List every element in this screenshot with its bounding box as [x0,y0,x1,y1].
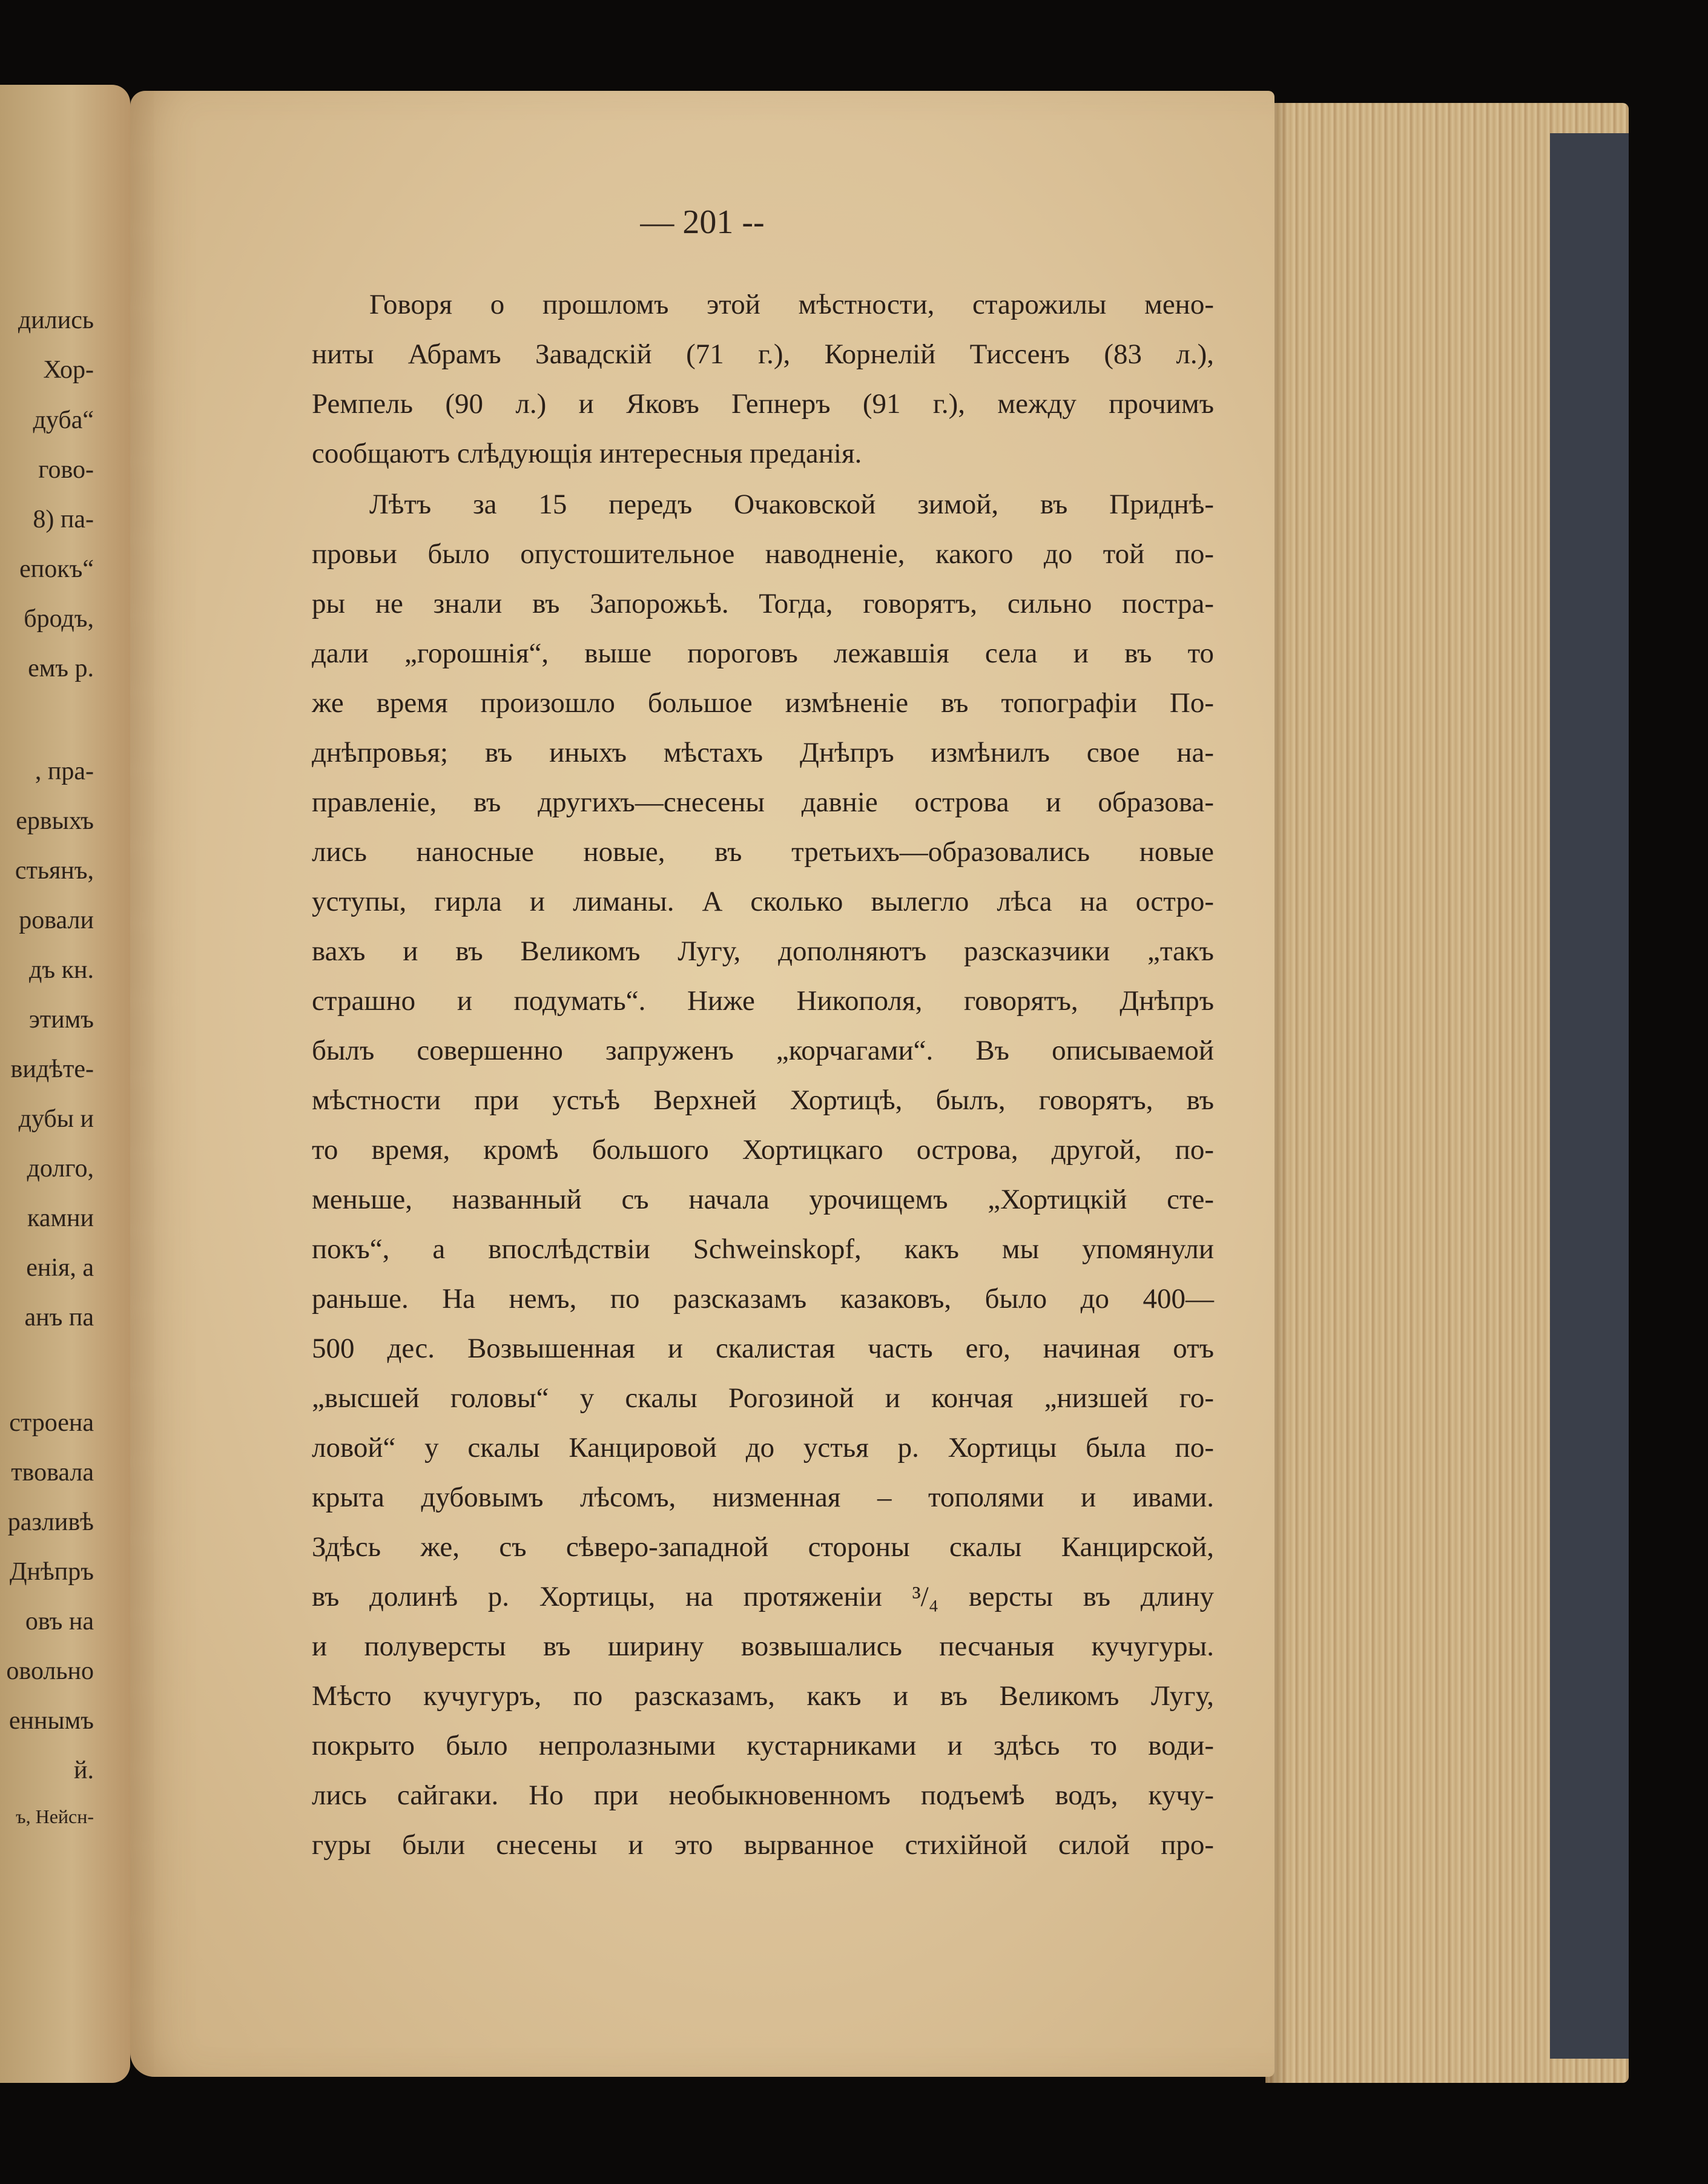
left-page-fragment: ъ, Нейсн- [16,1806,94,1827]
left-page-fragment: гово- [38,456,94,484]
left-page-fragment: 8) па- [33,506,94,533]
text-line: лись наносные новые, въ третьихъ—образовались новые [312,836,1214,868]
text-line: мѣстности при устьѣ Верхней Хортицѣ, былъ, говорятъ, въ [312,1084,1214,1116]
left-page-fragment: долго, [27,1155,94,1183]
left-page-fragment: еннымъ [8,1707,94,1735]
text-line: покъ“, а впослѣдствіи Schweinskopf, какъ мы упомянули [312,1233,1214,1265]
text-line: ры не знали въ Запорожьѣ. Тогда, говорятъ, сильно постра- [312,588,1214,619]
left-page-fragment: дуба“ [33,406,94,434]
left-page-fragment: дились [18,306,94,334]
left-page-fragment: емъ р. [28,655,94,682]
text-line: гуры были снесены и это вырванное стихійной силой про- [312,1829,1214,1861]
text-line: лись сайгаки. Но при необыкновенномъ подъемѣ водъ, кучу- [312,1780,1214,1811]
left-page-fragment: й. [74,1757,94,1784]
text-line: Говоря о прошломъ этой мѣстности, старожилы мено- [369,289,1214,320]
left-page-fragment: овъ на [25,1608,94,1635]
text-line: правленіе, въ другихъ—снесены давніе острова и образова- [312,787,1214,818]
left-page-fragment: разливѣ [7,1508,94,1536]
left-page-fragment: анъ па [24,1304,94,1331]
left-page-fragment: камни [27,1204,94,1232]
text-line: былъ совершенно запруженъ „корчагами“. Въ описываемой [312,1035,1214,1066]
left-page-fragment: видѣте- [10,1055,94,1083]
text-line: страшно и подумать“. Ниже Никополя, говорятъ, Днѣпръ [312,985,1214,1017]
book-page [130,91,1274,2077]
text-line: 500 дес. Возвышенная и скалистая часть его, начиная отъ [312,1333,1214,1364]
left-page-fragment: , пра- [35,757,94,785]
left-page-fragment: енія, а [26,1254,94,1282]
text-line: днѣпровья; въ иныхъ мѣстахъ Днѣпръ измѣнилъ свое на- [312,737,1214,768]
left-page-fragment: Днѣпръ [9,1558,94,1586]
text-line: ловой“ у скалы Канцировой до устья р. Хортицы была по- [312,1432,1214,1463]
left-page-fragment: этимъ [28,1006,94,1034]
left-facing-page [0,85,130,2083]
left-page-fragment: Хор- [43,356,94,384]
text-line: Здѣсь же, съ сѣверо-западной стороны скалы Канцирской, [312,1531,1214,1563]
text-line: въ долинѣ р. Хортицы, на протяженіи ³/₄ версты въ длину [312,1581,1214,1612]
book-cover-edge [1550,133,1629,2059]
text-line: провьи было опустошительное наводненіе, какого до той по- [312,538,1214,570]
left-page-fragment: овольно [6,1657,94,1685]
left-page-fragment: ровали [19,906,94,934]
text-line: ниты Абрамъ Завадскій (71 г.), Корнелій Тиссенъ (83 л.), [312,338,1214,370]
left-page-fragment: дъ кн. [29,956,94,984]
text-line: Лѣтъ за 15 передъ Очаковской зимой, въ Приднѣ- [369,489,1214,520]
text-line: уступы, гирла и лиманы. А сколько вылегло лѣса на остро- [312,886,1214,917]
text-line: раньше. На немъ, по разсказамъ казаковъ, было до 400— [312,1283,1214,1315]
left-page-fragment: ервыхъ [16,807,94,835]
text-line: и полуверсты въ ширину возвышались песчаныя кучугуры. [312,1631,1214,1662]
left-page-fragment: стьянъ, [15,857,94,885]
text-line: „высшей головы“ у скалы Рогозиной и кончая „низшей го- [312,1382,1214,1414]
left-page-fragment: епокъ“ [19,555,94,583]
left-page-fragment: строена [9,1409,94,1437]
text-line: сообщаютъ слѣдующія интересныя преданія. [312,438,862,469]
text-line: дали „горошнія“, выше пороговъ лежавшія села и въ то [312,638,1214,669]
text-line: покрыто было непролазными кустарниками и здѣсь то води- [312,1730,1214,1761]
left-page-fragment: дубы и [18,1105,94,1133]
text-line: Мѣсто кучугуръ, по разсказамъ, какъ и въ Великомъ Лугу, [312,1680,1214,1712]
page-number: — 201 -- [640,203,765,241]
left-page-fragment: бродъ, [24,605,94,633]
text-line: крыта дубовымъ лѣсомъ, низменная – тополями и ивами. [312,1482,1214,1513]
text-line: вахъ и въ Великомъ Лугу, дополняютъ разсказчики „такъ [312,935,1214,967]
text-line: меньше, названный съ начала урочищемъ „Хортицкій сте- [312,1184,1214,1215]
text-line: Ремпель (90 л.) и Яковъ Гепнеръ (91 г.), между прочимъ [312,388,1214,420]
left-page-fragment: твовала [11,1459,94,1486]
text-line: то время, кромѣ большого Хортицкаго острова, другой, по- [312,1134,1214,1166]
text-line: же время произошло большое измѣненіе въ топографіи По- [312,687,1214,719]
